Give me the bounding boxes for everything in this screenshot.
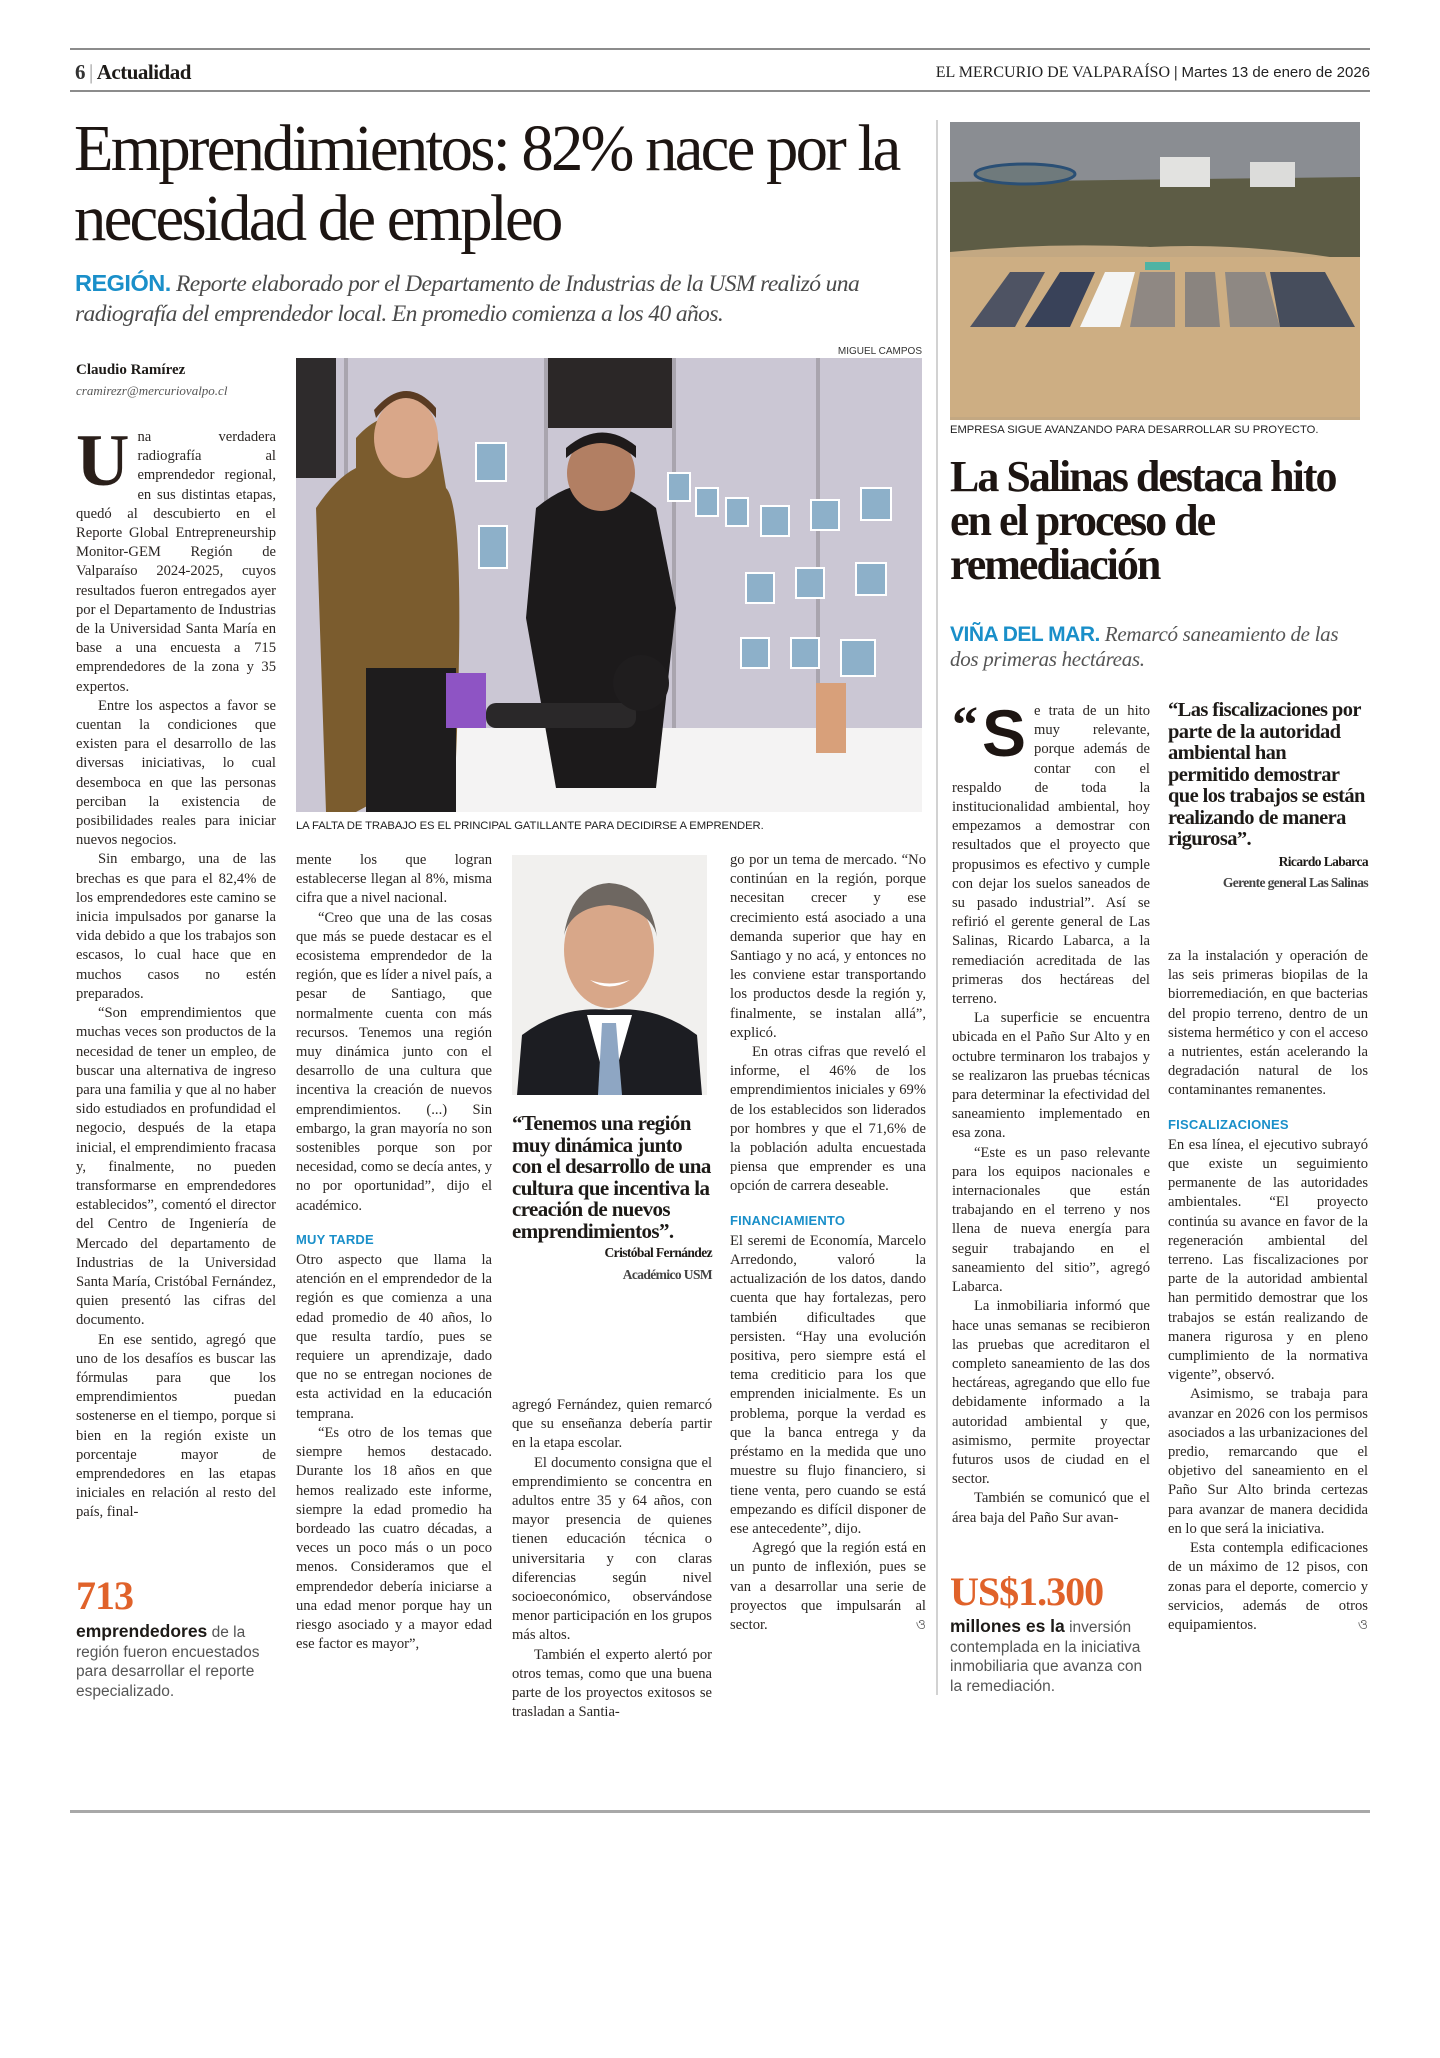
paragraph: agregó Fernández, quien remarcó que su enseñanza debería partir en la etapa escolar. <box>512 1397 712 1452</box>
header-top-rule <box>70 48 1370 50</box>
main-deck-text: Reporte elaborado por el Departamento de Industrias de la USM realizó una radiografía del emprendedor local. En promedio comienza a los 40 años. <box>75 271 860 327</box>
byline-name: Claudio Ramírez <box>76 362 186 378</box>
main-deck <box>75 268 935 329</box>
pullquote-fernandez <box>512 1113 712 1285</box>
paragraph: La superficie se encuentra ubicada en el Paño Sur Alto y en octubre terminaron los trabajos y se realizaron las pruebas técnicas para determinar la efectividad del saneamiento implementado en esa zona. <box>952 1010 1150 1142</box>
paragraph: En otras cifras que reveló el informe, el 46% de los emprendimientos iniciales y 69% de los establecidos son liderados por hombres y que el 71,6% de la población adulta encuestada piensa que emprender es una opción de carrera deseable. <box>730 1044 926 1195</box>
side-column-1 <box>952 696 1150 1528</box>
factoid-body: de la región fueron encuestados para desarrollar el reporte especializado. <box>76 1624 260 1700</box>
main-headline: Emprendimientos: 82% nace por la necesidad de empleo <box>74 112 899 255</box>
side-headline: La Salinas destaca hito en el proceso de remediación <box>950 452 1336 589</box>
paragraph <box>730 1539 926 1635</box>
paragraph: También se comunicó que el área baja del Paño Sur avan- <box>952 1490 1150 1526</box>
paragraph-text: Esta contempla edificaciones de un máximo de 12 pisos, con zonas para el deporte, comercio y servicios, además de otros equipamientos. <box>1168 1540 1368 1633</box>
paragraph-text: Agregó que la región está en un punto de inflexión, pues se van a desarrollar una serie de proyectos que impulsarán al sector. <box>730 1540 926 1633</box>
aerial-illustration <box>950 122 1360 420</box>
factoid-text <box>76 1622 276 1701</box>
portrait-photo-cristobal-fernandez[interactable] <box>512 855 707 1095</box>
separator: | <box>1174 64 1178 81</box>
subhead-financiamiento: FINANCIAMIENTO <box>730 1212 846 1228</box>
paragraph: za la instalación y operación de las seis primeras biopilas de la biorremediación, en que bacterias del propio terreno, dentro de un sistema hermético y con el acceso a nutrientes, están acelerando la degradación natural de los contaminantes remanentes. <box>1168 948 1368 1099</box>
portrait-illustration <box>512 855 707 1095</box>
paragraph: El seremi de Economía, Marcelo Arredondo, valoró la actualización de los datos, dando cuenta que hay fortalezas, pero también dificultades que persisten. “Hay una evolución positiva, pero siempre está el tema crediticio para los que emprenden inicialmente. Es un problema, porque la verdad es que la banca entrega y da préstamo en la medida que uno muestre su flujo financiero, si tiene venta, pero cuando se está empezando es difícil disponer de ese antecedente”, dijo. <box>730 1232 926 1537</box>
page-section-label <box>75 60 191 85</box>
footer-rule <box>70 1810 1370 1813</box>
las-salinas-aerial-photo[interactable] <box>950 122 1360 420</box>
pullquote-role: Gerente general Las Salinas <box>1222 875 1368 890</box>
issue-date: Martes 13 de enero de 2026 <box>1181 64 1370 81</box>
pullquote-text: “Tenemos una región muy dinámica junto con el desarrollo de una cultura que incentiva la creación de nuevos emprendimientos”. <box>512 1111 711 1243</box>
dropcap: U <box>76 420 130 502</box>
byline-email[interactable]: cramirezr@mercuriovalpo.cl <box>76 383 228 398</box>
separator: | <box>89 60 93 84</box>
side-factoid-text <box>950 1617 1150 1696</box>
pullquote-name: Ricardo Labarca <box>1278 853 1368 869</box>
publication-name: EL MERCURIO DE VALPARAÍSO <box>935 64 1170 81</box>
side-kicker: VIÑA DEL MAR. <box>950 623 1100 646</box>
page-number: 6 <box>75 60 85 84</box>
dropcap: S <box>982 696 1027 770</box>
main-column-4 <box>730 851 926 1635</box>
factoid-number: 713 <box>76 1573 133 1618</box>
factoid-bold: emprendedores <box>76 1621 208 1641</box>
subhead-muy-tarde: MUY TARDE <box>296 1231 374 1247</box>
side-factoid-bold: millones es la <box>950 1616 1065 1636</box>
paragraph: e trata de un hito muy relevante, porque además de contar con el respaldo de toda la institucionalidad ambiental, hoy empezamos a demostrar con resultados que el proyecto que propusimos es efectivo y cumple con dejar los suelos saneados de su pasado industrial”. Así se refirió el gerente general de Las Salinas, Ricardo Labarca, a la remediación acreditada de las primeras dos hectáreas del terreno. <box>952 703 1150 1008</box>
paragraph: “Este es un paso relevante para los equipos nacionales e internacionales que están trabajando en el terreno y nos llena de nueva energía para seguir trabajando en el saneamiento del sitio”, agregó Labarca. <box>952 1144 1150 1296</box>
paragraph: Entre los aspectos a favor se cuentan la condiciones que existen para el desarrollo de las diversas iniciativas, lo cual desemboca en que las personas perciban la existencia de posibilidades reales para iniciar nuevos negocios. <box>76 697 276 849</box>
side-deck <box>950 622 1370 672</box>
paragraph: Sin embargo, una de las brechas es que para el 82,4% de los emprendedores este camino se inicia impulsados por ganarse la vida debido a que los trabajos son escasos, lo cual hace que en muchos casos no estén preparados. <box>76 851 276 1002</box>
pullquote-name: Cristóbal Fernández <box>604 1245 712 1260</box>
paragraph: go por un tema de mercado. “No continúan en la región, porque necesitan crecer y ese crecimiento está asociado a una demanda superior que hay en Santiago y no acá, y entonces no les conviene estar transportando los productos desde la región y, finalmente, se instalan allá”, explicó. <box>730 852 926 1041</box>
open-quote-icon: “ <box>952 697 978 754</box>
publication-date-label <box>936 64 1370 82</box>
photo-illustration <box>296 358 922 812</box>
header-bottom-rule <box>70 90 1370 92</box>
paragraph: mente los que logran establecerse llegan al 8%, misma cifra que a nivel nacional. <box>296 852 492 907</box>
photo-credit: MIGUEL CAMPOS <box>837 346 922 357</box>
main-column-2 <box>296 851 492 1654</box>
photo-caption: LA FALTA DE TRABAJO ES EL PRINCIPAL GATILLANTE PARA DECIDIRSE A EMPRENDER. <box>296 820 764 832</box>
paragraph: Asimismo, se trabaja para avanzar en 2026 con los permisos asociados a las urbanizaciones del predio, remarcando que el objetivo del saneamiento en el Paño Sur Alto brinda certezas para avanzar de manera decidida en lo que será la iniciativa. <box>1168 1386 1368 1537</box>
paragraph: na verdadera radiografía al emprendedor regional, en sus distintas etapas, quedó al descubierto en el Reporte Global Entrepreneurship Monitor-GEM Región de Valparaíso 2024-2025, cuyos resultados fueron entregados ayer por el Departamento de Industrias de la Universidad Santa María en base a una encuesta a 715 emprendedores de la zona y 35 expertos. <box>76 429 276 695</box>
paragraph: También el experto alertó por otros temas, como que una buena parte de los proyectos exitosos se trasladan a Santia- <box>512 1646 712 1721</box>
side-factoid-body: inversión contemplada en la iniciativa inmobiliaria que avanza con la remediación. <box>950 1619 1143 1695</box>
paragraph: El documento consigna que el emprendimiento se concentra en adultos entre 35 y 64 años, con mayor presencia de quienes tienen educación técnica o universitaria y con claras diferencias según nivel socioeconómico, observándose menor participación en los grupos más altos. <box>512 1454 712 1644</box>
pullquote-role: Académico USM <box>622 1266 712 1282</box>
column-divider <box>936 120 938 1695</box>
paragraph: En ese sentido, agregó que uno de los desafíos es buscar las fórmulas para que los emprendimientos puedan sostenerse en el tiempo, porque si bien en la región existe un porcentaje mayor de emprendedores en las etapas iniciales en relación al resto del país, final- <box>76 1331 276 1521</box>
pullquote-labarca <box>1168 700 1368 894</box>
side-factoid-number: US$1.300 <box>950 1569 1104 1614</box>
pullquote-text: “Las fiscalizaciones por parte de la autoridad ambiental han permitido demostrar que los trabajos se están realizando de manera rigurosa”. <box>1168 699 1365 850</box>
paragraph <box>1168 1539 1368 1635</box>
side-deck-text: Remarcó saneamiento de las dos primeras hectáreas. <box>950 622 1339 671</box>
section-name: Actualidad <box>96 60 191 84</box>
subhead-fiscalizaciones: FISCALIZACIONES <box>1168 1116 1289 1132</box>
main-kicker: REGIÓN. <box>75 270 171 296</box>
entrepreneur-fair-photo[interactable] <box>296 358 922 812</box>
end-mark-icon: ও <box>1357 1617 1368 1633</box>
main-column-3 <box>512 1396 712 1722</box>
end-mark-icon: ও <box>915 1617 926 1633</box>
paragraph: “Creo que una de las cosas que más se puede destacar es el ecosistema emprendedor de la región, que es líder a nivel país, a pesar de Santiago, que normalmente cuenta con más recursos. Tenemos una región muy dinámica junto con el desarrollo de una cultura que incentiva la creación de nuevos emprendimientos. (...) Sin embargo, la gran mayoría no son sostenibles porque son por necesidad, como se decía antes, y no por oportunidad”, dijo el académico. <box>296 909 492 1214</box>
photo2-caption: EMPRESA SIGUE AVANZANDO PARA DESARROLLAR SU PROYECTO. <box>950 424 1319 436</box>
side-column-2 <box>1168 947 1368 1635</box>
paragraph: “Es otro de los temas que siempre hemos destacado. Durante los 18 años en que hemos realizado este informe, siempre la edad promedio ha bordeado las cuatro décadas, a veces un poco más o un poco menos. Consideramos que el emprendedor debería iniciarse a una edad menor porque hay un riesgo asociado y a mayor edad ese factor es mayor”, <box>296 1424 492 1653</box>
paragraph: La inmobiliaria informó que hace unas semanas se recibieron las pruebas que acreditaron el completo saneamiento de las dos hectáreas, agregando que ello fue debidamente informado a la autoridad ambiental y que, asimismo, permite proyectar futuros usos de ciudad en el sector. <box>952 1298 1150 1488</box>
paragraph: En esa línea, el ejecutivo subrayó que existe un seguimiento permanente de las autoridades ambientales. “El proyecto continúa su avance en favor de la regeneración ambiental del terreno. Las fiscalizaciones por parte de la autoridad ambiental han permitido demostrar que los trabajos se están realizando de manera rigurosa y en pleno cumplimiento de la normativa vigente”, observó. <box>1168 1136 1368 1384</box>
paragraph: “Son emprendimientos que muchas veces son productos de la necesidad de tener un empleo, de buscar una alternativa de ingreso para una familia y que al no haber sido estudiados en profundidad el negocio, después de la etapa inicial, el emprendimiento fracasa y, finalmente, no pueden transformarse en emprendedores establecidos”, comentó el director del Centro de Ingeniería de Mercado del departamento de Industrias de la Universidad Santa María, Cristóbal Fernández, quien presentó las cifras del documento. <box>76 1005 276 1329</box>
paragraph: Otro aspecto que llama la atención en el emprendedor de la región es que comienza a una edad promedio de 40 años, lo que resulta tardío, pues se requiere un aprendizaje, dado que no se entregan nociones de esta actividad en la educación temprana. <box>296 1252 492 1422</box>
main-column-1 <box>76 420 276 1523</box>
